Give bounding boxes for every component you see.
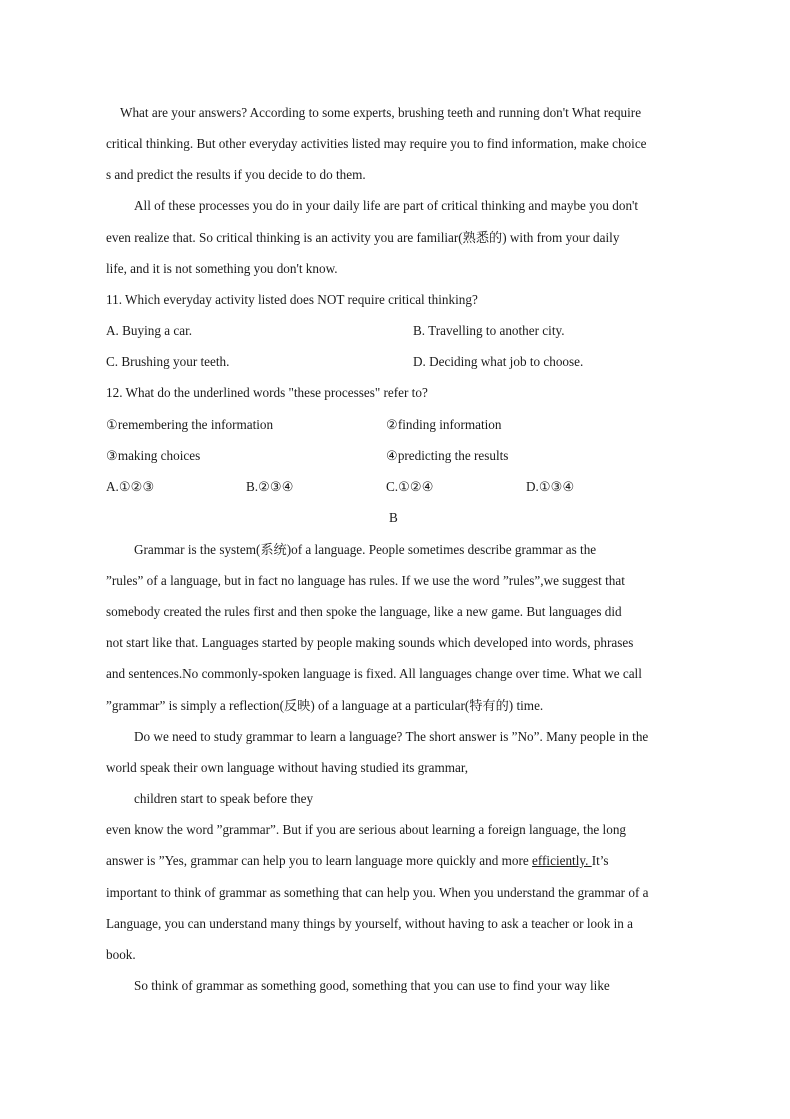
question-12-item-1: ①remembering the information xyxy=(106,417,274,432)
section-b-p2-line5 xyxy=(106,853,609,869)
passage-a-p1-line3: s and predict the results if you decide to do them. xyxy=(106,167,366,182)
passage-a-p1-line2: critical thinking. But other everyday activities listed may require you to find information, make choice xyxy=(106,136,647,151)
question-11-stem: 11. Which everyday activity listed does NOT require critical thinking? xyxy=(106,292,478,307)
passage-a-p2-line3: life, and it is not something you don't know. xyxy=(106,261,338,276)
question-12-option-b[interactable]: B.②③④ xyxy=(246,479,294,494)
section-b-p1-line1: Grammar is the system(系统)of a language. People sometimes describe grammar as the xyxy=(134,542,597,557)
question-12-item-2: ②finding information xyxy=(386,417,502,432)
section-b-p1-line3: somebody created the rules first and then spoke the language, like a new game. But languages did xyxy=(106,604,622,619)
question-12-option-d[interactable]: D.①③④ xyxy=(526,479,575,494)
section-b-p1-line4: not start like that. Languages started by people making sounds which developed into words, phrases xyxy=(106,635,634,650)
section-b-p2-line5-post: It’s xyxy=(591,853,609,868)
question-12-option-c[interactable]: C.①②④ xyxy=(386,479,434,494)
section-b-p2-line1: Do we need to study grammar to learn a language? The short answer is ”No”. Many people in the xyxy=(134,729,649,744)
section-b-p2-line2: world speak their own language without having studied its grammar, xyxy=(106,760,469,775)
section-b-p3-line1: So think of grammar as something good, something that you can use to find your way like xyxy=(134,978,610,993)
question-11-option-d[interactable]: D. Deciding what job to choose. xyxy=(413,354,584,369)
section-b-p1-line6: ”grammar” is simply a reflection(反映) of a language at a particular(特有的) time. xyxy=(106,698,544,713)
section-b-p2-line4: even know the word ”grammar”. But if you are serious about learning a foreign language, the long xyxy=(106,822,627,837)
question-11-option-b[interactable]: B. Travelling to another city. xyxy=(413,323,565,338)
section-b-p2-line7: Language, you can understand many things by yourself, without having to ask a teacher or look in a xyxy=(106,916,633,931)
question-12-stem: 12. What do the underlined words "these processes" refer to? xyxy=(106,385,428,400)
section-b-p2-line6: important to think of grammar as something that can help you. When you understand the grammar of a xyxy=(106,885,649,900)
passage-a-p1-line1: What are your answers? According to some experts, brushing teeth and running don't What require xyxy=(120,105,642,120)
section-b-p1-line5: and sentences.No commonly-spoken language is fixed. All languages change over time. What we call xyxy=(106,666,642,681)
question-12-option-a[interactable]: A.①②③ xyxy=(106,479,155,494)
section-b-p1-line2: ”rules” of a language, but in fact no language has rules. If we use the word ”rules”,we suggest that xyxy=(106,573,625,588)
passage-a-p2-line2: even realize that. So critical thinking is an activity you are familiar(熟悉的) with from your daily xyxy=(106,230,620,245)
underlined-efficiently: efficiently. xyxy=(532,853,592,868)
passage-a-p2-line1: All of these processes you do in your daily life are part of critical thinking and maybe you don't xyxy=(134,198,639,213)
question-12-item-4: ④predicting the results xyxy=(386,448,509,463)
section-b-p2-line8: book. xyxy=(106,947,136,962)
section-b-p2-line5-pre: answer is ”Yes, grammar can help you to learn language more quickly and more xyxy=(106,853,533,868)
question-12-item-3: ③making choices xyxy=(106,448,201,463)
question-11-option-a[interactable]: A. Buying a car. xyxy=(106,323,193,338)
section-b-p2-line3: children start to speak before they xyxy=(134,791,314,806)
section-b-heading: B xyxy=(389,510,398,525)
question-11-option-c[interactable]: C. Brushing your teeth. xyxy=(106,354,230,369)
